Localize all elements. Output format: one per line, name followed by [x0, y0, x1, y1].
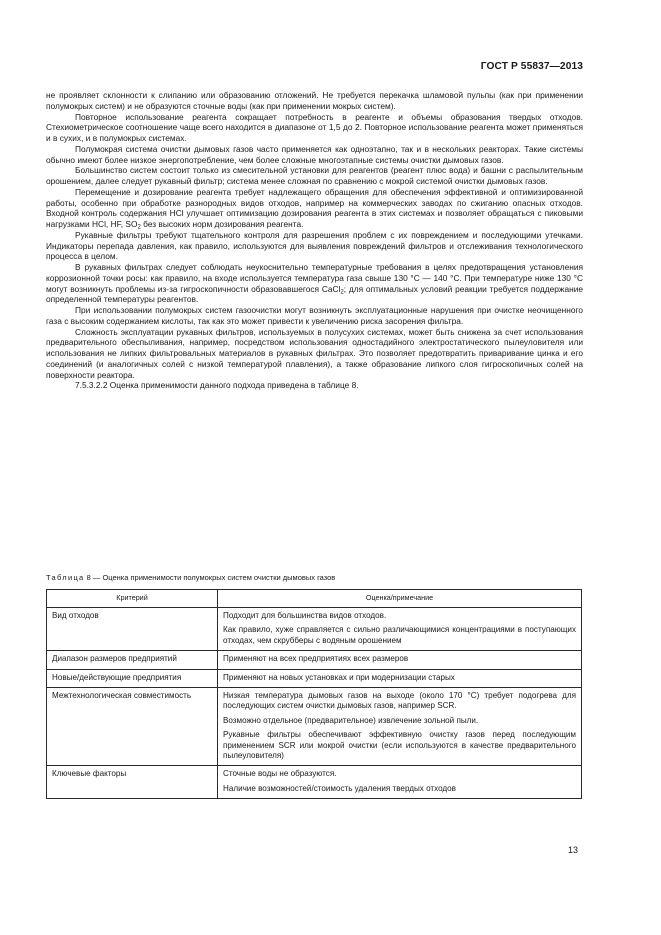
paragraph-text: Перемещение и дозирование реагента требует надлежащего обращения для обеспечения эффективной и оптимизированной работы, особенно при обработке разнородных видов отходов, например на коммерческих заводах по сжиганию опасных отходов. Входной контроль содержания HCl улучшает оптимизацию дозирования реагента в этих системах и позволяет обращаться с пиковыми нагрузками HCl, HF, SO [46, 186, 583, 229]
column-header-notes: Оценка/примечание [218, 590, 582, 608]
paragraph: При использовании полумокрых систем газоочистки могут возникнуть эксплуатационные нарушения при очистке неочищенного газа с высоким содержанием кислоты, так как это может привести к увеличению риска засорения фильтра. [46, 305, 583, 326]
table-caption [46, 573, 335, 583]
paragraph-text: без высоких норм дозирования реагента. [140, 219, 304, 229]
paragraph-text: В рукавных фильтрах следует соблюдать неукоснительно температурные требования в целях предотвращения установления коррозионной точки росы: как правило, на входе используется температура газа свыше 130 °С — 140 °С. При температуре ниже 130 °С могут возникнуть проблемы из-за гигроскопичности образовавшегося CaCl [46, 262, 583, 294]
body-text [46, 90, 583, 391]
paragraph: Полумокрая система очистки дымовых газов часто применяется как одноэтапно, так и в нескольких реакторах. Такие системы обычно имеют более низкое энергопотребление, чем более сложные многоэтапные системы очистки дымовых газов. [46, 143, 583, 165]
page-number: 13 [568, 845, 579, 855]
assessment-table [46, 589, 582, 799]
subscript: 2 [340, 289, 344, 295]
table-row [47, 651, 582, 669]
criterion-cell: Новые/действующие предприятия [47, 669, 218, 687]
note: Сточные воды не образуются. [223, 769, 337, 779]
note: Наличие возможностей/стоимость удаления твердых отходов [223, 783, 456, 793]
column-header-criterion: Критерий [47, 590, 218, 608]
notes-cell [218, 688, 582, 766]
paragraph: Большинство систем состоит только из смесительной установки для реагентов (реагент плюс вода) и башни с распылительным орошением, далее следует рукавный фильтр; система менее сложная по сравнению с мокрой системой очистки дымовых газов. [46, 165, 583, 186]
paragraph: Рукавные фильтры требуют тщательного контроля для разрешения проблем с их повреждением и последующими утечками. Индикаторы перепада давления, как правило, используются для выявления повреждений фильтров и отслеживания технологического процесса в целом. [46, 229, 583, 262]
note: Как правило, хуже справляется с сильно различающимися концентрациями в поступающих отходах, чем скрубберы с водяным орошением [223, 625, 576, 645]
subscript: 2 [137, 224, 141, 231]
note: Возможно отдельное (предварительное) извлечение зольной пыли. [223, 715, 479, 725]
table-row [47, 688, 582, 766]
paragraph: 7.5.3.2.2 Оценка применимости данного подхода приведена в таблице 8. [75, 380, 359, 391]
criterion-cell: Межтехнологическая совместимость [47, 688, 218, 766]
paragraph: не проявляет склонности к слипанию или образованию отложений. Не требуется перекачка шламовой пульпы (как при применении полумокрых систем) и не образуются сточные воды (как при применении мокрых систем). [46, 90, 583, 111]
criterion-cell: Ключевые факторы [47, 766, 218, 799]
table-row [47, 608, 582, 651]
note: Низкая температура дымовых газов на выходе (около 170 °С) требует подогрева для последующих систем очистки дымовых газов, например SCR. [223, 691, 576, 711]
document-header: ГОСТ Р 55837—2013 [480, 61, 583, 72]
notes-cell [218, 651, 582, 669]
paragraph [46, 187, 583, 230]
note: Рукавные фильтры обеспечивают эффективную очистку газов перед последующим применением SCR или мокрой очистки (если используются в качестве предварительного пылеуловителя) [223, 730, 576, 761]
paragraph-text: ; для оптимальных условий реакции требуется поддержание определенной температуры реагентов. [46, 283, 583, 305]
criterion-cell: Диапазон размеров предприятий [47, 651, 218, 669]
criterion-cell: Вид отходов [47, 608, 218, 651]
note: Применяют на новых установках и при модернизации старых [223, 672, 455, 682]
notes-cell [218, 608, 582, 651]
table-header-row [47, 590, 582, 608]
table-caption-label: Таблица [46, 573, 85, 582]
table-caption-text: 8 — Оценка применимости полумокрых систем очистки дымовых газов [84, 573, 336, 582]
note: Подходит для большинства видов отходов. [223, 611, 387, 620]
paragraph: Повторное использование реагента сокращает потребность в реагенте и объемы образования твердых отходов. Стехиометрическое соотношение чаще всего находится в диапазоне от 1,5 до 2. Повторное использование реагента может применяться и в сухих, и в полумокрых системах. [46, 111, 583, 143]
note: Применяют на всех предприятиях всех размеров [223, 654, 409, 664]
paragraph: Сложность эксплуатации рукавных фильтров, используемых в полусухих системах, может быть снижена за счет использования предварительного обеспыливания, например, посредством использования одностадийного электростатического пылеуловителя или использования не липких фильтровальных материалов в рукавных фильтрах. Это позволяет предотвратить приваривание цинка и его соединений (и аналогичных солей с низкой температурой плавления), а также образование липкого слоя гигроскопичных солей на поверхности реактора. [46, 326, 583, 380]
table-row [47, 766, 582, 799]
table-row [47, 669, 582, 687]
paragraph [46, 262, 583, 305]
notes-cell [218, 669, 582, 687]
notes-cell [218, 766, 582, 799]
